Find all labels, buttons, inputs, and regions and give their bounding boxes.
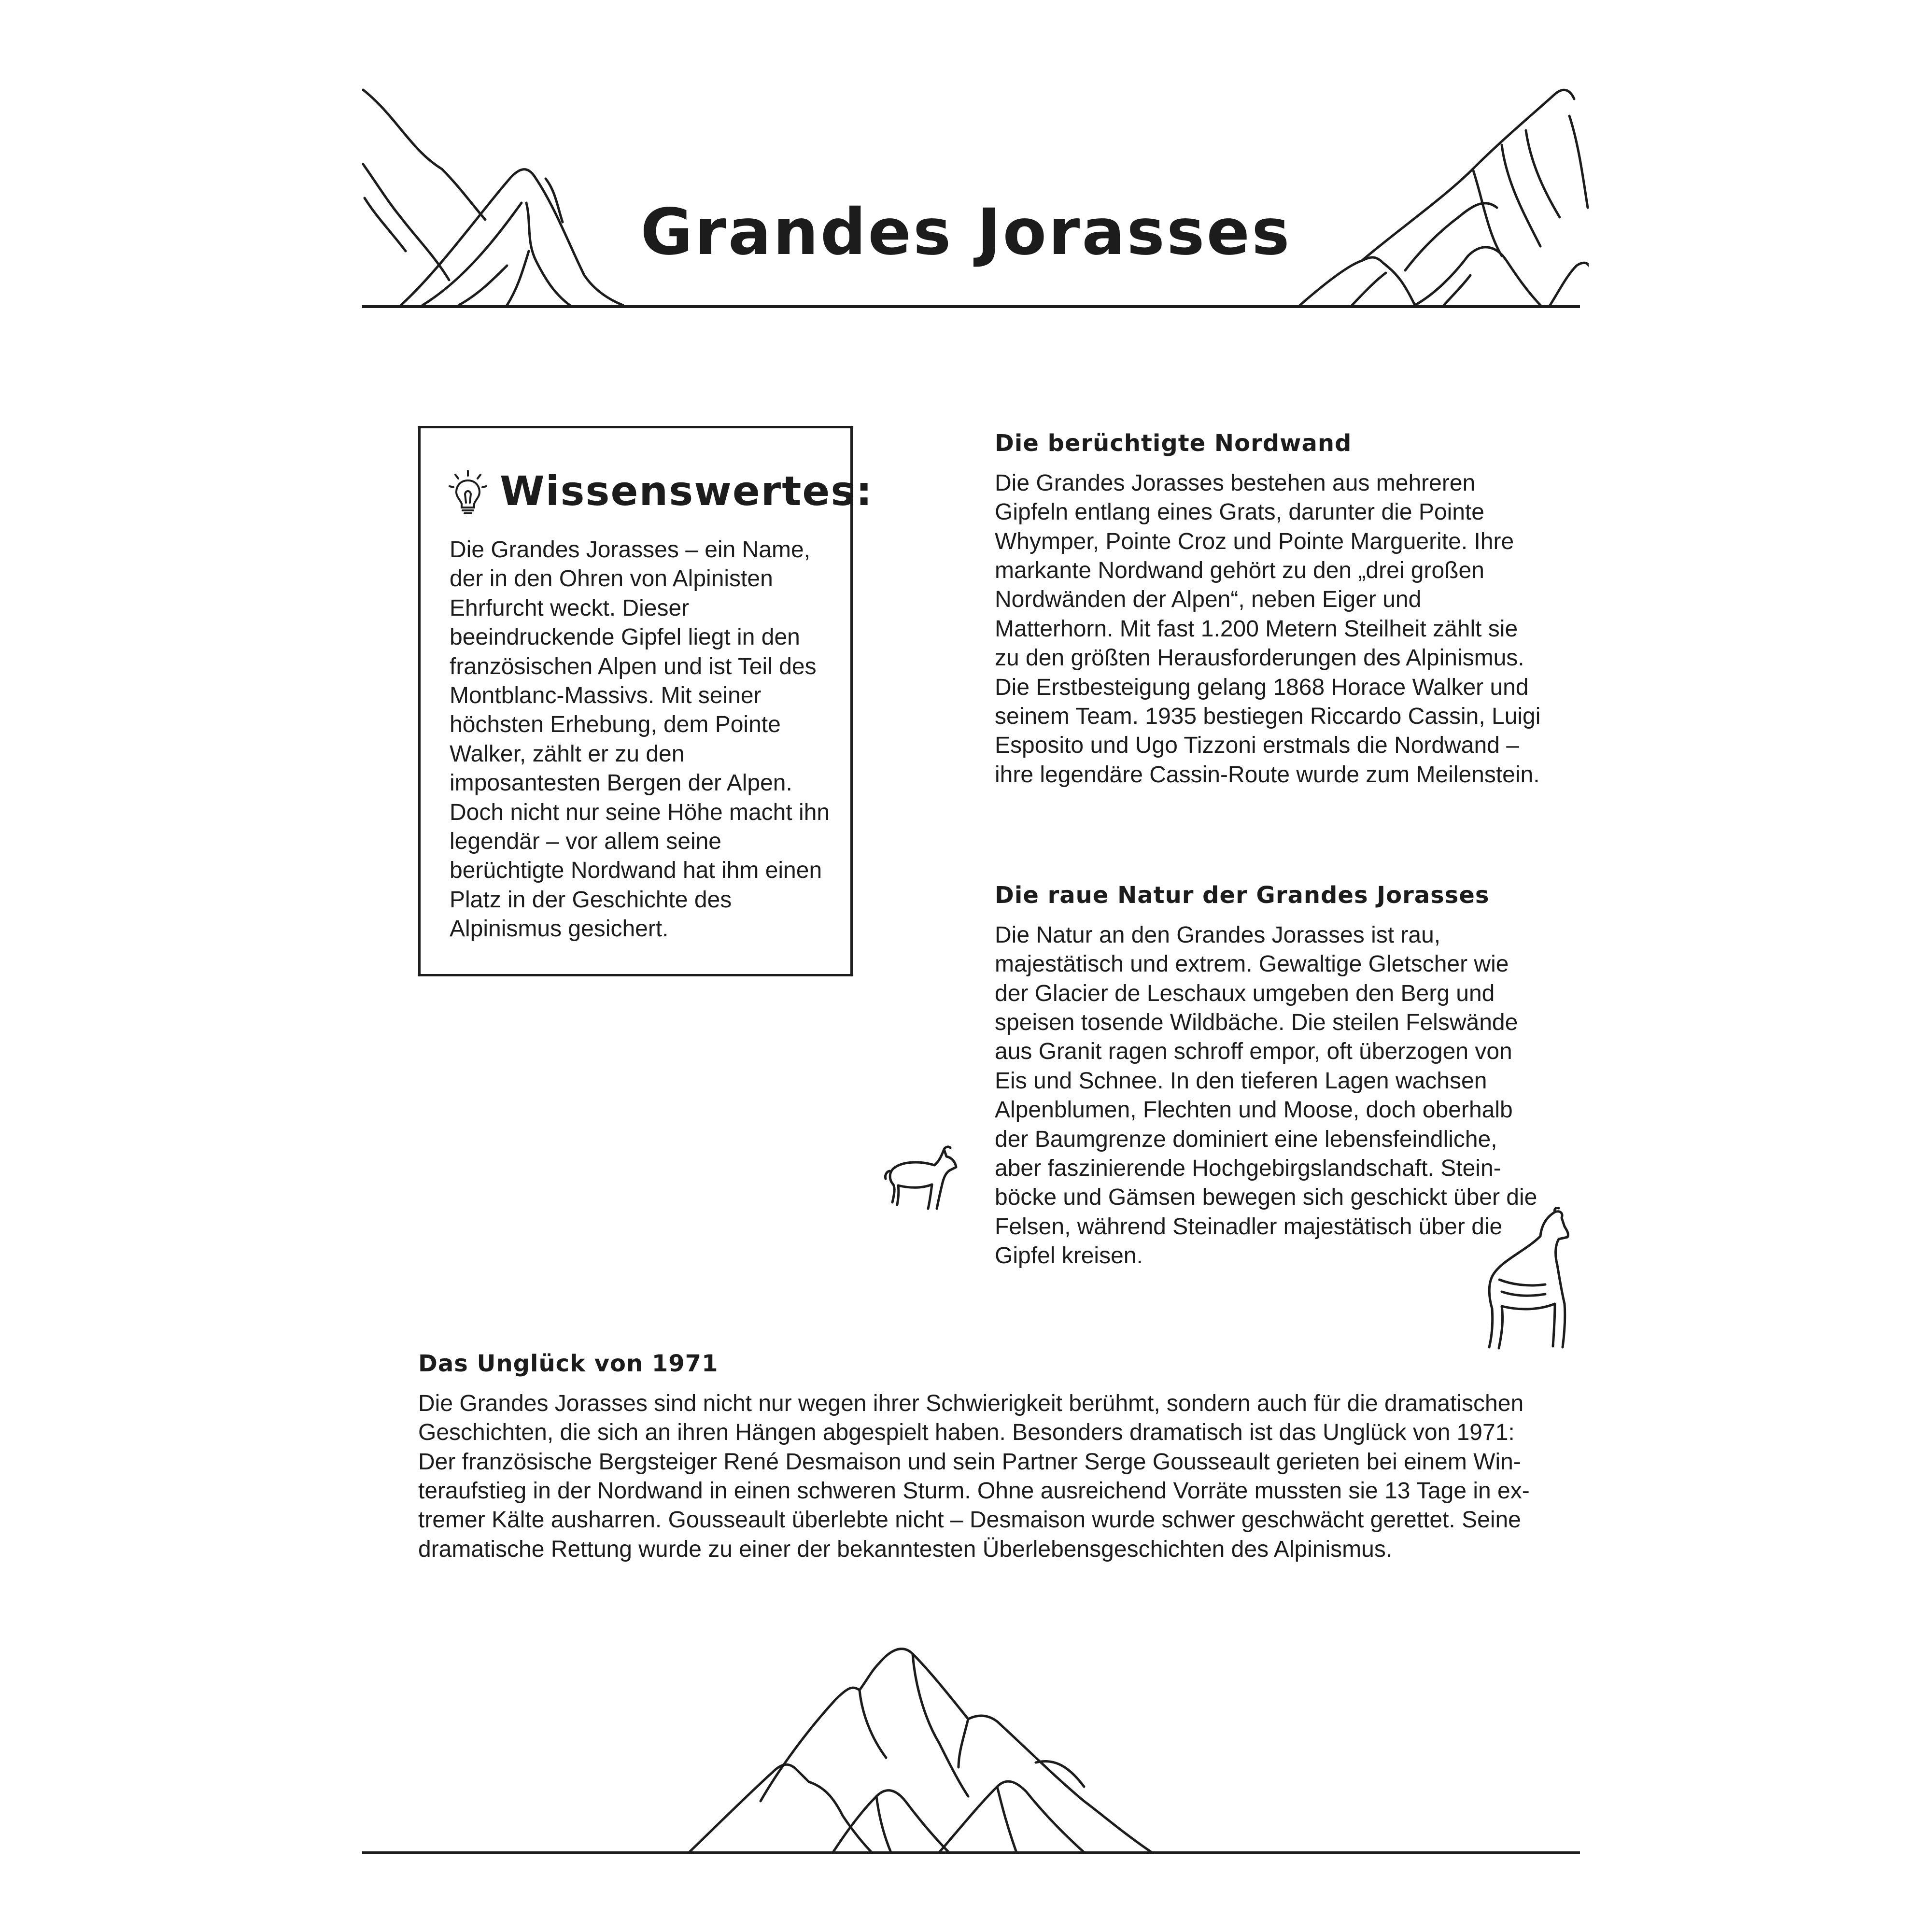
info-box-title: Wissenswertes: — [500, 467, 873, 515]
chamois-kid-illustration — [884, 1142, 961, 1214]
section-heading: Die berüchtigte Nordwand — [995, 430, 1352, 457]
section-heading: Das Unglück von 1971 — [418, 1350, 719, 1377]
section-unglueck — [418, 1351, 1548, 1564]
header-right-mountain-illustration — [1299, 87, 1589, 309]
footer-mountain-range-illustration — [688, 1642, 1171, 1854]
footer-divider — [362, 1851, 1580, 1854]
header-divider — [362, 305, 1580, 308]
section-text: Die Natur an den Grandes Jorasses ist rau, majestätisch und extrem. Gewaltige Gletscher wie der Glacier de Leschaux umgeben den Berg und speisen tosende Wildbäche. Die steilen Felswände aus Granit ragen schroff empor, oft überzogen von Eis und Schnee. In den tieferen Lagen wachsen Alpenblumen, Flechten und Moose, doch oberhalb der Baumgrenze dominiert eine lebensfeindliche, aber faszinierende Hochgebirgslandschaft. Steinböcke und Gämsen bewegen sich geschickt über die Felsen, während Steinadler majestätisch über die Gipfel kreisen. — [995, 922, 1537, 1269]
info-box-text: Die Grandes Jorasses – ein Name, der in den Ohren von Alpinisten Ehrfurcht weckt. Dieser beeindruckende Gipfel liegt in den französischen Alpen und ist Teil des Montblanc-Massivs. Mit seiner höchsten Erhebung, dem Pointe Walker, zählt er zu den imposantesten Bergen der Alpen. Doch nicht nur seine Höhe macht ihn legendär – vor allem seine berüchtigte Nordwand hat ihm einen Platz in der Geschichte des Alpinismus gesichert. — [450, 537, 830, 942]
section-natur — [995, 883, 1545, 1271]
section-heading: Die raue Natur der Grandes Jorasses — [995, 882, 1490, 909]
lightbulb-icon — [449, 467, 487, 515]
info-box — [418, 426, 873, 976]
header-left-mountain-illustration — [362, 87, 633, 309]
section-nordwand — [995, 431, 1545, 790]
section-text: Die Grandes Jorasses sind nicht nur wegen ihrer Schwierigkeit berühmt, sondern auch für die dramatischen Geschichten, die sich an ihren Hängen abgespielt haben. Besonders dramatisch ist das Unglück von 1971: Der französische Bergsteiger René Desmaison und sein Partner Serge Gousseault gerieten bei einem Winteraufstieg in der Nordwand in einen schweren Sturm. Ohne ausreichend Vorräte mussten sie 13 Tage in extremer Kälte ausharren. Gousseault überlebte nicht – Desmaison wurde schwer geschwächt gerettet. Seine dramatische Rettung wurde zu einer der bekanntesten Überlebensgeschichten des Alpinismus. — [418, 1390, 1530, 1562]
section-text: Die Grandes Jorasses bestehen aus mehreren Gipfeln entlang eines Grats, darunter die Pointe Whymper, Pointe Croz und Pointe Marguerite. Ihre markante Nordwand gehört zu den „drei großen Nordwänden der Alpen“, neben Eiger und Matterhorn. Mit fast 1.200 Metern Steilheit zählt sie zu den größten Herausforderungen des Alpinismus. Die Erstbesteigung gelang 1868 Horace Walker und seinem Team. 1935 bestiegen Riccardo Cassin, Luigi Esposito und Ugo Tizzoni erstmals die Nordwand – ihre legendäre Cassin-Route wurde zum Meilenstein. — [995, 470, 1541, 788]
info-box-header — [449, 467, 873, 515]
page-title: Grandes Jorasses — [640, 195, 1292, 269]
chamois-illustration — [1482, 1207, 1579, 1352]
